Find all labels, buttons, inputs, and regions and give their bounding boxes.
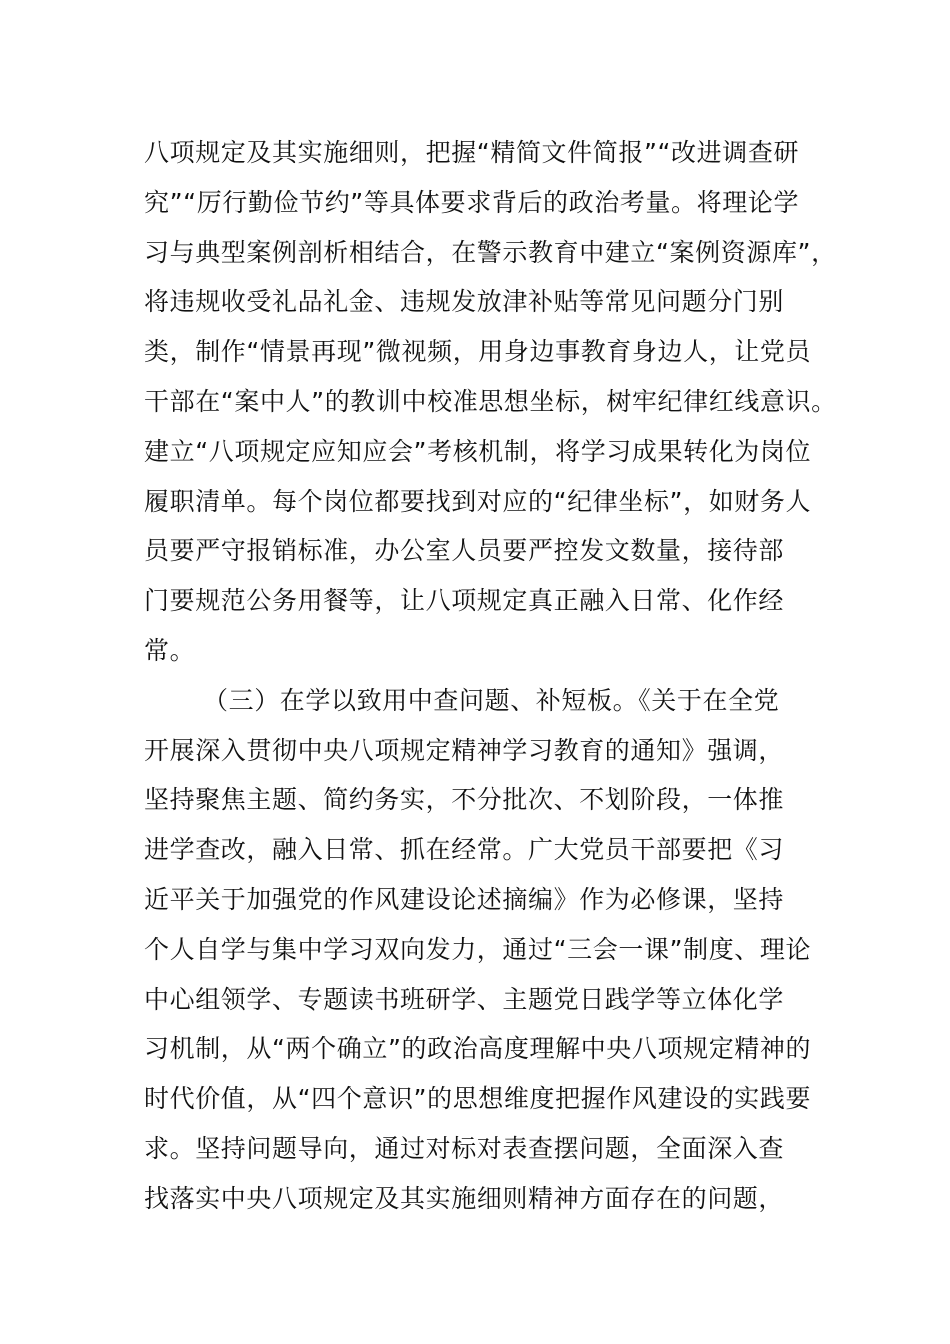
text-line: 类，制作“情景再现”微视频，用身边事教育身边人，让党员 xyxy=(144,337,812,367)
text-line: 开展深入贯彻中央八项规定精神学习教育的通知》强调， xyxy=(144,735,785,765)
text-line: 中心组领学、专题读书班研学、主题党日践学等立体化学 xyxy=(144,984,785,1014)
text-line: 近平关于加强党的作风建设论述摘编》作为必修课，坚持 xyxy=(144,884,785,914)
text-line: 常。 xyxy=(144,635,196,665)
text-line: 建立“八项规定应知应会”考核机制，将学习成果转化为岗位 xyxy=(144,436,812,466)
text-line: 坚持聚焦主题、简约务实，不分批次、不划阶段，一体推 xyxy=(144,785,785,815)
body-text xyxy=(144,128,837,1224)
text-line: 求。坚持问题导向，通过对标对表查摆问题，全面深入查 xyxy=(144,1133,785,1163)
text-line: 习与典型案例剖析相结合，在警示教育中建立“案例资源库”， xyxy=(144,237,837,267)
text-line: 履职清单。每个岗位都要找到对应的“纪律坐标”，如财务人 xyxy=(144,486,812,516)
text-line: 找落实中央八项规定及其实施细则精神方面存在的问题， xyxy=(144,1183,785,1213)
text-line: 将违规收受礼品礼金、违规发放津补贴等常见问题分门别 xyxy=(144,287,785,317)
text-line: 门要规范公务用餐等，让八项规定真正融入日常、化作经 xyxy=(144,586,785,616)
text-line: 干部在“案中人”的教训中校准思想坐标，树牢纪律红线意识。 xyxy=(144,386,837,416)
text-line: 八项规定及其实施细则，把握“精简文件简报”“改进调查研 xyxy=(144,138,800,167)
text-line: 时代价值，从“四个意识”的思想维度把握作风建设的实践要 xyxy=(144,1084,812,1114)
section-heading-line: （三）在学以致用中查问题、补短板。《关于在全党 xyxy=(203,685,780,715)
text-line: 进学查改，融入日常、抓在经常。广大党员干部要把《习 xyxy=(144,835,785,865)
text-line: 究”“厉行勤俭节约”等具体要求背后的政治考量。将理论学 xyxy=(144,187,800,217)
text-line: 个人自学与集中学习双向发力，通过“三会一课”制度、理论 xyxy=(144,934,812,964)
text-line: 习机制，从“两个确立”的政治高度理解中央八项规定精神的 xyxy=(144,1034,812,1064)
text-line: 员要严守报销标准，办公室人员要严控发文数量，接待部 xyxy=(144,536,785,566)
